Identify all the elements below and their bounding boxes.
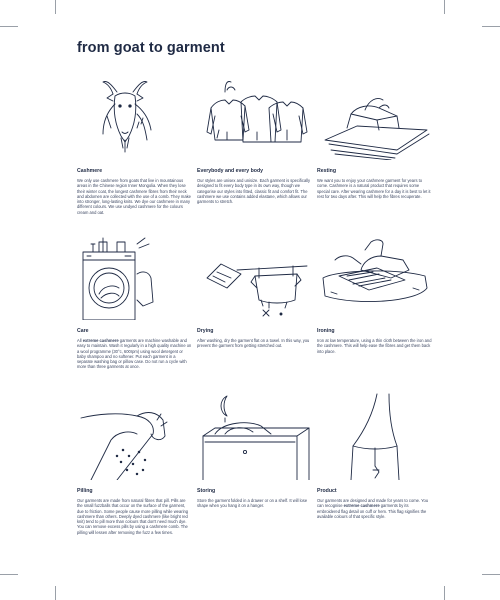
crop-mark [55,0,56,14]
pilling-sleeve-illustration [77,390,192,480]
panel-body: Our garments are made from natural fibres that pill. Pills are the small fuzzballs that occur on the surface of the garment, due to friction. Some people cause more pilling while wearing cashmere than others. Deeply dyed cashmere (like bright red knit) tend to pill more than colours that don't need much dye. You can remove excess pills by using a cashmere comb. The pilling will lessen after removing the fuzz a few times. [77,498,189,535]
panel-body: Our styles are unisex and unisize. Each garment is specifically designed to fit every body type in its own way, though we categorise our styles into fitted, classic fit and comfort fit. The cashmere we use contains added elastane, which allows our garments to stretch. [197,178,311,205]
panel-body: We only use cashmere from goats that live in mountainous areas in the Chinese region Inner Mongolia. When they lose their winter coat, the longest cashmere fibres from their neck and abdomen are collected with the use of a comb. They make into stronger, long-lasting knits. We dye our cashmere in many different colours. We use undyed cashmere for the colours cream and oat. [77,178,191,215]
panel-body [317,498,432,519]
panel-heading: Ironing [317,328,335,334]
crop-mark [0,574,18,575]
panel-heading: Storing [197,488,216,494]
crop-mark [444,0,445,14]
flag-label-illustration [317,390,432,480]
crop-mark [444,586,445,600]
panel-body: We want you to enjoy your cashmere garment for years to come. Cashmere is a natural product that requires some special care. After wearing cashmere for a day it is best to let it rest for two days after. This will help the fibres recuperate. [317,178,431,199]
panel-heading: Resting [317,168,337,174]
panel-body: Store the garment folded in a drawer or on a shelf. It will lose shape when you hang it on a hanger. [197,498,308,509]
goat-illustration [77,70,192,160]
page-title: from goat to garment [77,40,225,56]
panel-heading: Care [77,328,89,334]
panel-body: Iron at low temperature, using a thin cloth between the iron and the cashmere. This will help ease the fibres and get them back into place. [317,338,432,354]
body-text: garments are machine washable and easy to maintain. Wash it regularly in a high quality machine on a wool programme (30°c, 600rpm) using wool detergent or baby shampoo and no softener. Put each garment in a separate washing bag or pillow case. Do not run a cycle with more than three garments at once. [77,338,192,370]
panel-heading: Everybody and every body [197,168,264,174]
crop-mark [0,26,18,27]
panel-body [77,338,192,370]
panel-body: After washing, dry the garment flat on a towel. In this way, you prevent the garment from getting stretched out. [197,338,310,349]
washing-machine-illustration [77,230,192,320]
three-sweaters-illustration [197,70,312,160]
panel-heading: Product [317,488,337,494]
panel-heading: Drying [197,328,214,334]
iron-illustration [317,230,432,320]
panel-heading: Cashmere [77,168,103,174]
drying-garment-illustration [197,230,312,320]
crop-mark [55,586,56,600]
brand-name: extreme cashmere [343,503,380,509]
panel-heading: Pilling [77,488,93,494]
body-text: Our garments are designed and made for years to come. You can recognise [317,498,429,509]
folded-garment-illustration [317,70,432,160]
body-text: All [77,338,83,343]
drawer-moon-illustration [197,390,312,480]
crop-mark [482,574,500,575]
brand-name: extreme cashmere [82,338,119,343]
body-text: garments by its embroidered flag detail on cuff or hem. This flag signifies the available colours of that specific style. [317,503,427,519]
crop-mark [482,26,500,27]
